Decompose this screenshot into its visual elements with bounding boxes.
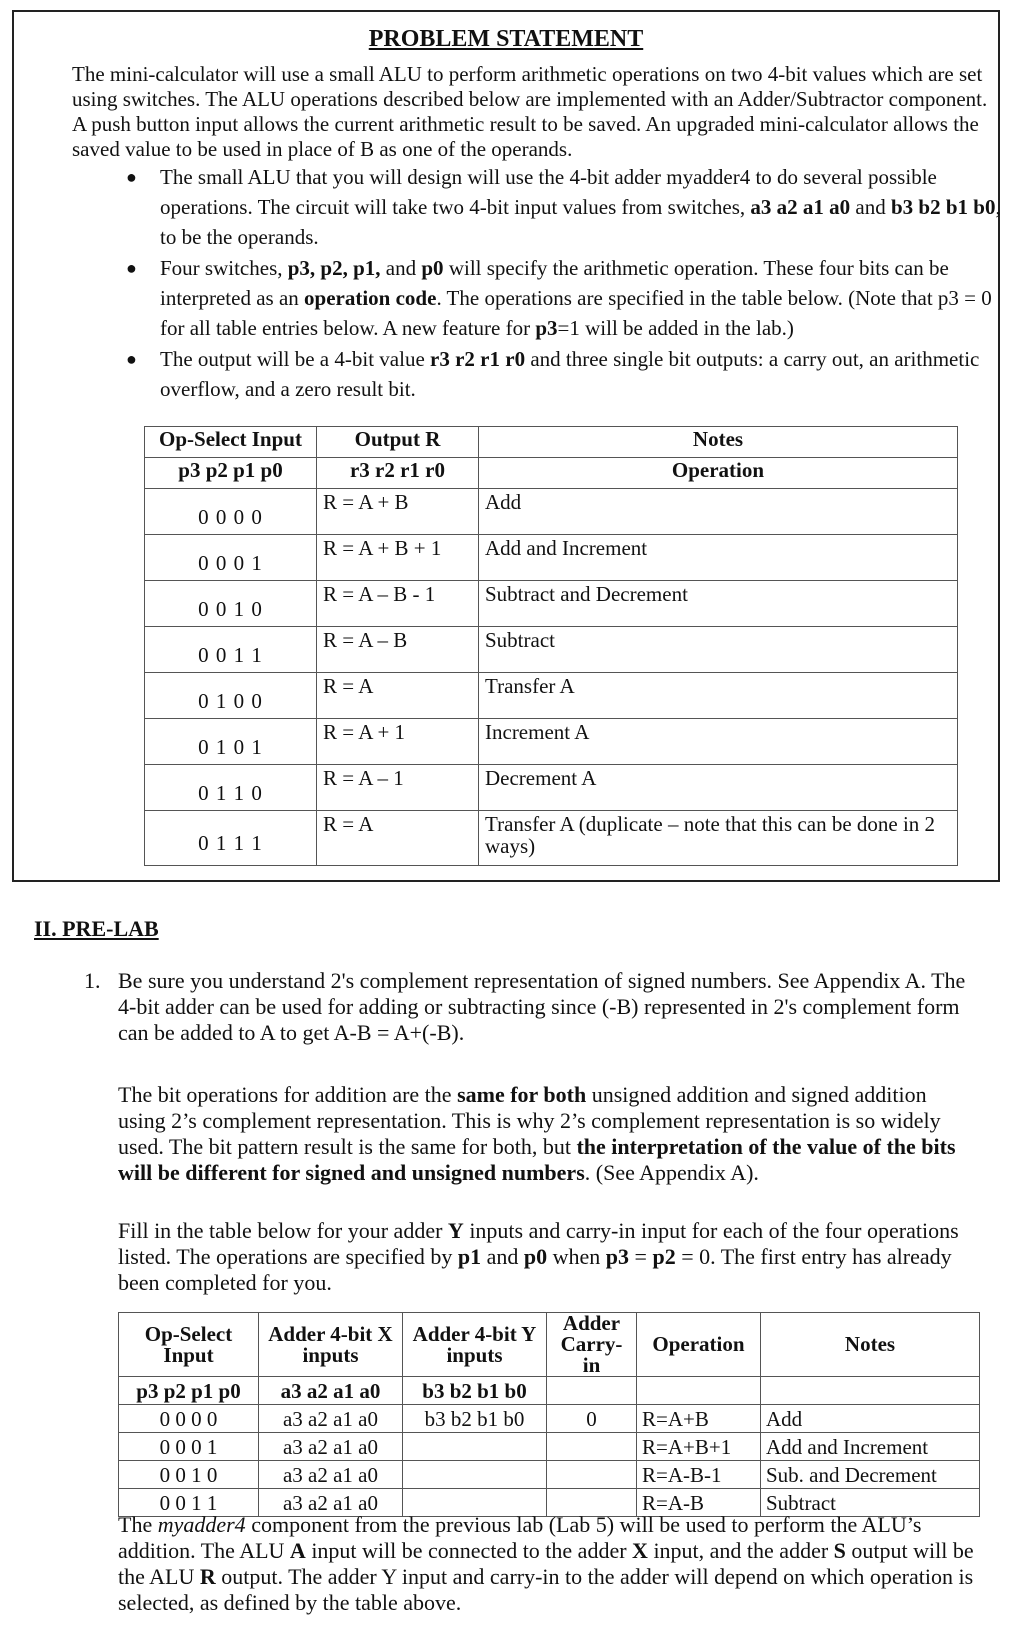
table-header: Op-Select Input (119, 1313, 259, 1377)
table-row: 0 0 1 1 R = A – B Subtract (145, 627, 958, 673)
table-header: Output R (317, 427, 479, 458)
table-row: 0 1 1 0 R = A – 1 Decrement A (145, 765, 958, 811)
table-subheader (637, 1377, 761, 1405)
problem-intro-paragraph: The mini-calculator will use a small ALU to perform arithmetic operations on two 4-bit values which are set using switches. The ALU operations described below are implemented with an Adder/Subtractor component. A push button input allows the current arithmetic result to be saved. An upgraded mini-calculator allows the saved value to be used in place of B as one of the operands. (72, 62, 988, 161)
table-subheader (761, 1377, 980, 1405)
table-row: 0 1 0 1 R = A + 1 Increment A (145, 719, 958, 765)
table-subheader: p3 p2 p1 p0 (145, 458, 317, 489)
table-row: 0 1 0 0 R = A Transfer A (145, 673, 958, 719)
table-row: 0 0 0 0 a3 a2 a1 a0 b3 b2 b1 b0 0 R=A+B Add (119, 1405, 980, 1433)
problem-statement-title: PROBLEM STATEMENT (368, 26, 644, 52)
list-number: 1. (84, 968, 101, 993)
table-subheader: r3 r2 r1 r0 (317, 458, 479, 489)
table-row: 0 0 0 1 R = A + B + 1 Add and Increment (145, 535, 958, 581)
bullet-item: ● Four switches, p3, p2, p1, and p0 will specify the arithmetic operation. These four bits can be interpreted as an operation code. The operations are specified in the table below. (Note that p3 = 0 for all table entries below. A new feature for p3=1 will be added in the lab.) (72, 253, 1002, 343)
table-header: Adder 4-bit Y inputs (403, 1313, 547, 1377)
table-header: Adder 4-bit X inputs (259, 1313, 403, 1377)
table-subheader: b3 b2 b1 b0 (403, 1377, 547, 1405)
bullet-item: ● The output will be a 4-bit value r3 r2 r1 r0 and three single bit outputs: a carry out, an arithmetic overflow, and a zero result bit. (72, 344, 1002, 404)
table-row: 0 0 0 0 R = A + B Add (145, 489, 958, 535)
table-header: Adder Carry-in (547, 1313, 637, 1377)
prelab-paragraph-1: Be sure you understand 2's complement representation of signed numbers. See Appendix A. The 4-bit adder can be used for adding or subtracting since (-B) represented in 2's complement form can be added to A to get A-B = A+(-B). (118, 968, 966, 1045)
table-row: 0 0 1 0 a3 a2 a1 a0 R=A-B-1 Sub. and Decrement (119, 1461, 980, 1489)
prelab-paragraph-3: Fill in the table below for your adder Y inputs and carry-in input for each of the four operations listed. The operations are specified by p1 and p0 when p3 = p2 = 0. The first entry has already been completed for you. (118, 1218, 959, 1295)
table-header: Op-Select Input (145, 427, 317, 458)
table-subheader: Operation (479, 458, 958, 489)
table-row: 0 0 1 1 a3 a2 a1 a0 R=A-B Subtract (119, 1489, 980, 1517)
bullet-icon: ● (126, 349, 137, 369)
table-row: 0 0 0 1 a3 a2 a1 a0 R=A+B+1 Add and Increment (119, 1433, 980, 1461)
bullet-icon: ● (126, 258, 137, 278)
prelab-heading: II. PRE-LAB (34, 916, 159, 941)
prelab-paragraph-2: The bit operations for addition are the same for both unsigned addition and signed addition using 2’s complement representation. This is why 2’s complement representation is so widely used. The bit pattern result is the same for both, but the interpretation of the value of the bits will be different for signed and unsigned numbers. (See Appendix A). (118, 1082, 956, 1185)
table-header: Operation (637, 1313, 761, 1377)
bullet-icon: ● (126, 167, 137, 187)
table-header: Notes (479, 427, 958, 458)
problem-bullet-list (72, 162, 1002, 405)
bullet-item: ● The small ALU that you will design will use the 4-bit adder myadder4 to do several possible operations. The circuit will take two 4-bit input values from switches, a3 a2 a1 a0 and b3 b2 b1 b0, to be the operands. (72, 162, 1002, 252)
adder-input-table (118, 1312, 980, 1517)
op-select-table (144, 426, 958, 866)
table-subheader: a3 a2 a1 a0 (259, 1377, 403, 1405)
prelab-paragraph-4: The myadder4 component from the previous lab (Lab 5) will be used to perform the ALU’s addition. The ALU A input will be connected to the adder X input, and the adder S output will be the ALU R output. The adder Y input and carry-in to the adder will depend on which operation is selected, as defined by the table above. (118, 1512, 974, 1615)
table-subheader: p3 p2 p1 p0 (119, 1377, 259, 1405)
table-row: 0 1 1 1 R = A Transfer A (duplicate – note that this can be done in 2 ways) (145, 811, 958, 866)
table-header: Notes (761, 1313, 980, 1377)
table-subheader (547, 1377, 637, 1405)
table-row: 0 0 1 0 R = A – B - 1 Subtract and Decrement (145, 581, 958, 627)
